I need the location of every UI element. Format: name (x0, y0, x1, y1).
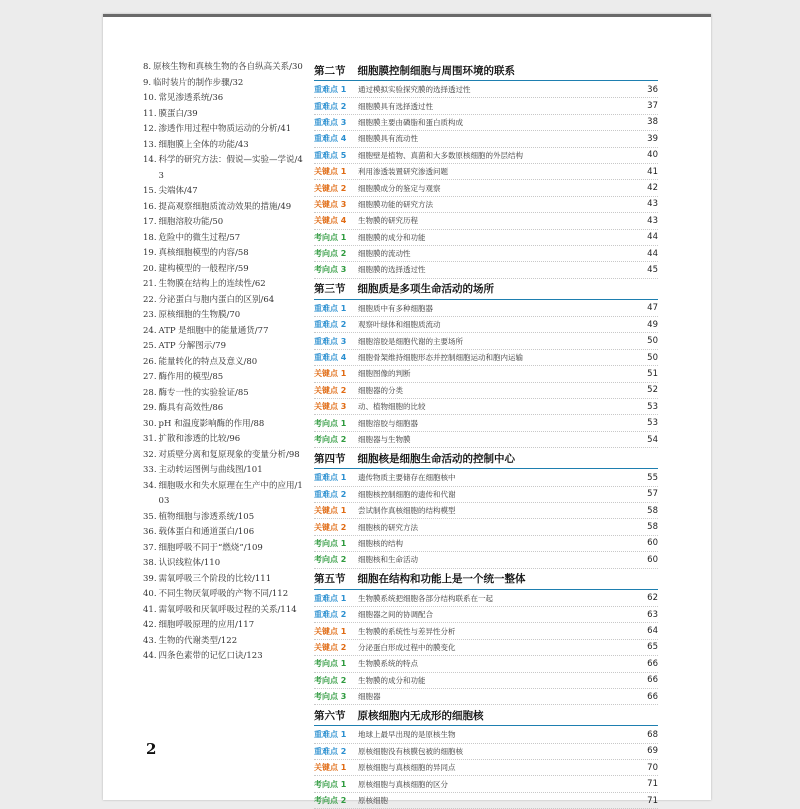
point-tag: 关键点 3 (314, 199, 347, 209)
toc-entry[interactable] (314, 131, 658, 147)
topic-text: 扩散和渗透的比较/96 (158, 434, 241, 444)
toc-entry[interactable] (314, 689, 658, 705)
entry-page-number: 65 (647, 642, 658, 653)
toc-entry[interactable] (314, 503, 658, 519)
point-tag: 关键点 1 (314, 626, 347, 636)
topic-number: 12. (143, 124, 157, 134)
point-tag: 重难点 2 (314, 489, 347, 499)
topic-list-item (143, 417, 308, 433)
toc-entry[interactable] (314, 552, 658, 568)
topic-number: 13. (143, 139, 157, 150)
topic-number: 32. (143, 449, 157, 460)
entry-page-number: 70 (647, 762, 658, 773)
topic-list-item (143, 262, 308, 278)
point-tag: 重难点 4 (314, 134, 347, 144)
point-tag: 考向点 2 (314, 675, 347, 685)
entry-page-number: 50 (647, 352, 658, 363)
toc-entry[interactable] (314, 744, 658, 760)
entry-title: 细胞膜功能的研究方法 (358, 199, 433, 209)
section-heading[interactable] (314, 705, 658, 726)
section-title: 细胞在结构和功能上是一个统一整体 (357, 573, 526, 586)
entry-page-number: 66 (647, 691, 658, 702)
topic-text: 植物细胞与渗透系统/105 (158, 511, 255, 522)
topic-text: pH 和温度影响酶的作用/88 (158, 418, 265, 429)
entry-page-number: 63 (647, 609, 658, 620)
entry-page-number: 58 (647, 522, 658, 533)
entry-page-number: 53 (647, 401, 658, 412)
section-title: 细胞质是多项生命活动的场所 (357, 283, 494, 296)
entry-page-number: 42 (647, 183, 658, 194)
entry-title: 细胞膜具有选择透过性 (358, 101, 433, 111)
entry-page-number: 54 (647, 434, 658, 445)
entry-title: 细胞溶胶是细胞代谢的主要场所 (358, 336, 463, 346)
topic-text: 四条色素带的记忆口诀/123 (158, 651, 263, 661)
point-tag: 重难点 3 (314, 117, 347, 127)
entry-page-number: 66 (647, 675, 658, 686)
topic-number: 16. (143, 201, 157, 212)
entry-page-number: 43 (647, 199, 658, 210)
entry-page-number: 68 (647, 729, 658, 740)
point-tag: 考向点 1 (314, 232, 347, 242)
entry-page-number: 69 (647, 746, 658, 757)
topic-text: 临时装片的制作步骤/32 (153, 77, 244, 88)
entry-title: 细胞膜主要由磷脂和蛋白质构成 (358, 117, 463, 127)
topic-number: 15. (143, 186, 157, 196)
entry-page-number: 49 (647, 319, 658, 330)
toc-entry[interactable] (314, 760, 658, 776)
point-tag: 重难点 2 (314, 610, 347, 620)
entry-title: 观察叶绿体和细胞质流动 (358, 320, 441, 330)
topic-text: 生物的代谢类型/122 (158, 635, 238, 646)
entry-page-number: 52 (647, 385, 658, 396)
entry-page-number: 44 (647, 248, 658, 259)
entry-page-number: 51 (647, 368, 658, 379)
entry-title: 细胞核控制细胞的遗传和代谢 (358, 489, 456, 499)
topic-number: 8. (143, 62, 152, 72)
entry-title: 利用渗透装置研究渗透问题 (358, 167, 448, 177)
entry-page-number: 71 (647, 795, 658, 806)
point-tag: 考向点 2 (314, 249, 347, 259)
entry-title: 原核细胞与真核细胞的异同点 (358, 763, 456, 773)
topic-text: 危险中的微生过程/57 (158, 232, 241, 243)
topic-list-item (143, 401, 308, 417)
topic-number: 14. (143, 155, 157, 165)
topic-text: 细胞呼吸不同于“燃烧”/109 (158, 542, 263, 553)
topic-list-item (143, 510, 308, 526)
topic-number: 11. (143, 108, 157, 119)
topic-list-item (143, 603, 308, 619)
entry-title: 细胞图像的判断 (358, 369, 411, 379)
toc-entry[interactable] (314, 213, 658, 229)
point-tag: 考向点 3 (314, 265, 347, 275)
topic-number: 22. (143, 294, 157, 305)
entry-title: 细胞溶胶与细胞器 (358, 418, 418, 428)
entry-title: 细胞核的研究方法 (358, 522, 418, 532)
topic-list-item (143, 107, 308, 123)
section-title: 细胞核是细胞生命活动的控制中心 (357, 452, 515, 465)
toc-entry[interactable] (314, 607, 658, 623)
entry-page-number: 40 (647, 150, 658, 161)
topic-number: 25. (143, 341, 157, 351)
topic-number: 29. (143, 403, 157, 413)
toc-entry[interactable] (314, 164, 658, 180)
toc-entry[interactable] (314, 656, 658, 672)
toc-entry[interactable] (314, 673, 658, 689)
section-title: 原核细胞内无成形的细胞核 (357, 709, 484, 722)
section-heading[interactable] (314, 60, 658, 81)
topic-number: 41. (143, 604, 157, 615)
topic-text: 细胞膜上全体的功能/43 (158, 139, 249, 150)
entry-title: 细胞膜的成分和功能 (358, 232, 426, 242)
topic-number: 42. (143, 620, 157, 630)
topic-number: 39. (143, 573, 157, 584)
toc-entry[interactable] (314, 623, 658, 639)
point-tag: 关键点 1 (314, 506, 347, 516)
left-topic-list (143, 60, 308, 665)
topic-number: 33. (143, 465, 157, 475)
entry-page-number: 60 (647, 538, 658, 549)
entry-title: 原核细胞与真核细胞的区分 (358, 779, 448, 789)
entry-title: 细胞膜具有流动性 (358, 134, 418, 144)
entry-page-number: 60 (647, 554, 658, 565)
entry-title: 细胞膜的选择透过性 (358, 265, 426, 275)
topic-text: 真核细胞模型的内容/58 (158, 248, 249, 258)
section-number: 第四节 (314, 452, 346, 465)
point-tag: 重难点 2 (314, 320, 347, 330)
entry-title: 生物膜系统把细胞各部分结构联系在一起 (358, 593, 493, 603)
entry-page-number: 71 (647, 779, 658, 790)
topic-text: 不同生物厌氧呼吸的产物不同/112 (158, 589, 289, 599)
topic-number: 43. (143, 635, 157, 646)
topic-list-item (143, 370, 308, 386)
topic-list-item (143, 308, 308, 324)
page-number: 2 (146, 740, 157, 758)
topic-number: 31. (143, 434, 157, 444)
point-tag: 重难点 1 (314, 473, 347, 483)
point-tag: 重难点 1 (314, 85, 347, 95)
toc-entry[interactable] (314, 197, 658, 213)
topic-text: ATP 是细胞中的能量通货/77 (158, 325, 269, 336)
topic-text: 需氧呼吸三个阶段的比较/111 (158, 573, 272, 584)
toc-entry[interactable] (314, 591, 658, 607)
entry-title: 遗传物质主要储存在细胞核中 (358, 473, 456, 483)
entry-page-number: 57 (647, 489, 658, 500)
toc-entry[interactable] (314, 383, 658, 399)
topic-text: 细胞吸水和失水原理在生产中的应用/103 (158, 480, 303, 506)
point-tag: 考向点 2 (314, 555, 347, 565)
topic-number: 18. (143, 232, 157, 243)
topic-number: 21. (143, 279, 157, 289)
topic-list-item (143, 618, 308, 634)
entry-page-number: 41 (647, 166, 658, 177)
topic-number: 40. (143, 589, 157, 599)
point-tag: 关键点 1 (314, 763, 347, 773)
topic-text: 渗透作用过程中物质运动的分析/41 (158, 124, 292, 134)
topic-number: 34. (143, 480, 157, 491)
section-number: 第三节 (314, 283, 346, 296)
toc-entry[interactable] (314, 519, 658, 535)
topic-number: 28. (143, 387, 157, 398)
topic-list-item (143, 587, 308, 603)
toc-entry[interactable] (314, 317, 658, 333)
topic-text: 细胞呼吸原理的应用/117 (158, 620, 255, 630)
entry-page-number: 45 (647, 264, 658, 275)
topic-text: 膜蛋白/39 (158, 108, 198, 119)
topic-number: 9. (143, 77, 152, 88)
topic-text: 尖端体/47 (158, 186, 198, 196)
topic-text: 对质壁分离和复原现象的变量分析/98 (158, 449, 300, 460)
toc-entry[interactable] (314, 180, 658, 196)
table-of-contents (314, 60, 658, 809)
point-tag: 考向点 1 (314, 779, 347, 789)
entry-title: 细胞器 (358, 692, 381, 702)
toc-entry[interactable] (314, 470, 658, 486)
entry-title: 地球上最早出现的是原核生物 (358, 730, 456, 740)
entry-title: 细胞核的结构 (358, 538, 403, 548)
entry-title: 细胞膜成分的鉴定与观察 (358, 183, 441, 193)
entry-page-number: 53 (647, 418, 658, 429)
toc-entry[interactable] (314, 230, 658, 246)
topic-list-item (143, 572, 308, 588)
topic-list-item (143, 231, 308, 247)
topic-number: 37. (143, 542, 157, 553)
topic-number: 26. (143, 356, 157, 367)
section-number: 第二节 (314, 64, 346, 77)
entry-page-number: 43 (647, 215, 658, 226)
point-tag: 重难点 1 (314, 593, 347, 603)
toc-entry[interactable] (314, 399, 658, 415)
topic-number: 10. (143, 93, 157, 103)
entry-title: 细胞膜的流动性 (358, 249, 411, 259)
entry-page-number: 39 (647, 133, 658, 144)
entry-page-number: 36 (647, 84, 658, 95)
toc-entry[interactable] (314, 366, 658, 382)
point-tag: 考向点 3 (314, 692, 347, 702)
topic-list-item (143, 463, 308, 479)
entry-page-number: 47 (647, 303, 658, 314)
entry-page-number: 37 (647, 101, 658, 112)
entry-page-number: 58 (647, 505, 658, 516)
entry-title: 细胞器的分类 (358, 385, 403, 395)
point-tag: 关键点 4 (314, 216, 347, 226)
toc-entry[interactable] (314, 82, 658, 98)
entry-title: 细胞骨架维持细胞形态并控制细胞运动和胞内运输 (358, 353, 523, 363)
topic-text: 原核细胞的生物膜/70 (158, 310, 241, 320)
entry-title: 生物膜的系统性与差异性分析 (358, 626, 456, 636)
entry-page-number: 44 (647, 232, 658, 243)
topic-list-item (143, 200, 308, 216)
entry-title: 细胞质中有多种细胞器 (358, 303, 433, 313)
topic-list-item (143, 60, 308, 76)
topic-number: 19. (143, 248, 157, 258)
topic-text: 酶具有高效性/86 (158, 403, 224, 413)
topic-number: 44. (143, 651, 157, 661)
topic-list-item (143, 525, 308, 541)
toc-entry[interactable] (314, 776, 658, 792)
entry-title: 生物膜的研究历程 (358, 216, 418, 226)
topic-text: 提高观察细胞质流动效果的措施/49 (158, 201, 292, 212)
topic-text: 科学的研究方法：假说—实验—学说/43 (158, 155, 303, 181)
section-number: 第五节 (314, 573, 346, 586)
topic-number: 38. (143, 558, 157, 568)
toc-entry[interactable] (314, 98, 658, 114)
topic-list-item (143, 324, 308, 340)
point-tag: 重难点 1 (314, 730, 347, 740)
toc-entry[interactable] (314, 262, 658, 278)
toc-entry[interactable] (314, 246, 658, 262)
point-tag: 考向点 1 (314, 659, 347, 669)
entry-title: 细胞核和生命活动 (358, 555, 418, 565)
toc-entry[interactable] (314, 432, 658, 448)
topic-list-item (143, 541, 308, 557)
entry-page-number: 64 (647, 626, 658, 637)
topic-list-item (143, 432, 308, 448)
section-heading[interactable] (314, 448, 658, 469)
entry-title: 生物膜的成分和功能 (358, 675, 426, 685)
topic-text: 酶专一性的实验验证/85 (158, 387, 249, 398)
topic-text: 建构模型的一般程序/59 (158, 263, 249, 274)
point-tag: 考向点 1 (314, 418, 347, 428)
point-tag: 关键点 1 (314, 369, 347, 379)
toc-entry[interactable] (314, 487, 658, 503)
entry-title: 动、植物细胞的比较 (358, 402, 426, 412)
entry-title: 细胞器与生物膜 (358, 435, 411, 444)
section-number: 第六节 (314, 709, 346, 722)
topic-text: 酶作用的模型/85 (158, 372, 224, 382)
entry-title: 通过模拟实验探究膜的选择透过性 (358, 85, 471, 95)
topic-number: 23. (143, 310, 157, 320)
topic-text: 分泌蛋白与胞内蛋白的区别/64 (158, 294, 275, 305)
topic-text: 生物膜在结构上的连续性/62 (158, 279, 266, 289)
point-tag: 重难点 5 (314, 150, 347, 160)
topic-list-item (143, 184, 308, 200)
section-heading[interactable] (314, 279, 658, 300)
topic-list-item (143, 355, 308, 371)
topic-list-item (143, 122, 308, 138)
page-top-border (103, 14, 711, 17)
entry-title: 原核细胞没有核膜包被的细胞核 (358, 746, 463, 756)
point-tag: 重难点 1 (314, 303, 347, 313)
topic-list-item (143, 153, 308, 184)
toc-entry[interactable] (314, 415, 658, 431)
section-title: 细胞膜控制细胞与周围环境的联系 (357, 64, 515, 77)
topic-list-item (143, 138, 308, 154)
entry-title: 细胞器之间的协调配合 (358, 610, 433, 620)
topic-text: 细胞溶胶功能/50 (158, 217, 224, 227)
topic-text: 载体蛋白和通道蛋白/106 (158, 527, 255, 537)
topic-list-item (143, 293, 308, 309)
topic-number: 30. (143, 418, 157, 429)
topic-text: 主动转运图例与曲线图/101 (158, 465, 263, 475)
point-tag: 考向点 1 (314, 538, 347, 548)
entry-page-number: 38 (647, 117, 658, 128)
point-tag: 重难点 3 (314, 336, 347, 346)
topic-number: 24. (143, 325, 157, 336)
topic-text: 原核生物和真核生物的各自纵高关系/30 (153, 62, 303, 72)
entry-page-number: 66 (647, 658, 658, 669)
topic-number: 36. (143, 527, 157, 537)
topic-text: 需氧呼吸和厌氧呼吸过程的关系/114 (158, 604, 297, 615)
topic-list-item (143, 246, 308, 262)
entry-page-number: 50 (647, 336, 658, 347)
topic-number: 17. (143, 217, 157, 227)
point-tag: 重难点 4 (314, 353, 347, 363)
point-tag: 关键点 2 (314, 183, 347, 193)
toc-entry[interactable] (314, 793, 658, 809)
toc-entry[interactable] (314, 350, 658, 366)
section-heading[interactable] (314, 569, 658, 590)
toc-entry[interactable] (314, 115, 658, 131)
point-tag: 关键点 2 (314, 385, 347, 395)
topic-number: 27. (143, 372, 157, 382)
topic-text: 常见渗透系统/36 (158, 93, 224, 103)
point-tag: 关键点 3 (314, 402, 347, 412)
topic-list-item (143, 277, 308, 293)
topic-list-item (143, 76, 308, 92)
entry-title: 原核细胞 (358, 796, 388, 806)
topic-number: 35. (143, 511, 157, 522)
point-tag: 关键点 1 (314, 167, 347, 177)
point-tag: 考向点 2 (314, 435, 347, 444)
topic-list-item (143, 556, 308, 572)
topic-list-item (143, 448, 308, 464)
point-tag: 考向点 2 (314, 796, 347, 806)
toc-entry[interactable] (314, 333, 658, 349)
entry-title: 细胞壁是植物、真菌和大多数原核细胞的外层结构 (358, 150, 523, 160)
point-tag: 重难点 2 (314, 101, 347, 111)
point-tag: 关键点 2 (314, 642, 347, 652)
entry-page-number: 55 (647, 472, 658, 483)
toc-entry[interactable] (314, 301, 658, 317)
topic-text: ATP 分解图示/79 (158, 341, 226, 351)
topic-text: 认识线粒体/110 (158, 558, 221, 568)
topic-list-item (143, 339, 308, 355)
entry-page-number: 62 (647, 593, 658, 604)
topic-list-item (143, 649, 308, 665)
topic-list-item (143, 634, 308, 650)
topic-list-item (143, 479, 308, 510)
toc-entry[interactable] (314, 536, 658, 552)
toc-entry[interactable] (314, 727, 658, 743)
topic-text: 能量转化的特点及意义/80 (158, 356, 258, 367)
topic-list-item (143, 91, 308, 107)
toc-entry[interactable] (314, 148, 658, 164)
toc-entry[interactable] (314, 640, 658, 656)
point-tag: 重难点 2 (314, 746, 347, 756)
point-tag: 关键点 2 (314, 522, 347, 532)
topic-number: 20. (143, 263, 157, 274)
topic-list-item (143, 215, 308, 231)
entry-title: 生物膜系统的特点 (358, 659, 418, 669)
entry-title: 分泌蛋白形成过程中的膜变化 (358, 642, 456, 652)
topic-list-item (143, 386, 308, 402)
entry-title: 尝试制作真核细胞的结构模型 (358, 506, 456, 516)
